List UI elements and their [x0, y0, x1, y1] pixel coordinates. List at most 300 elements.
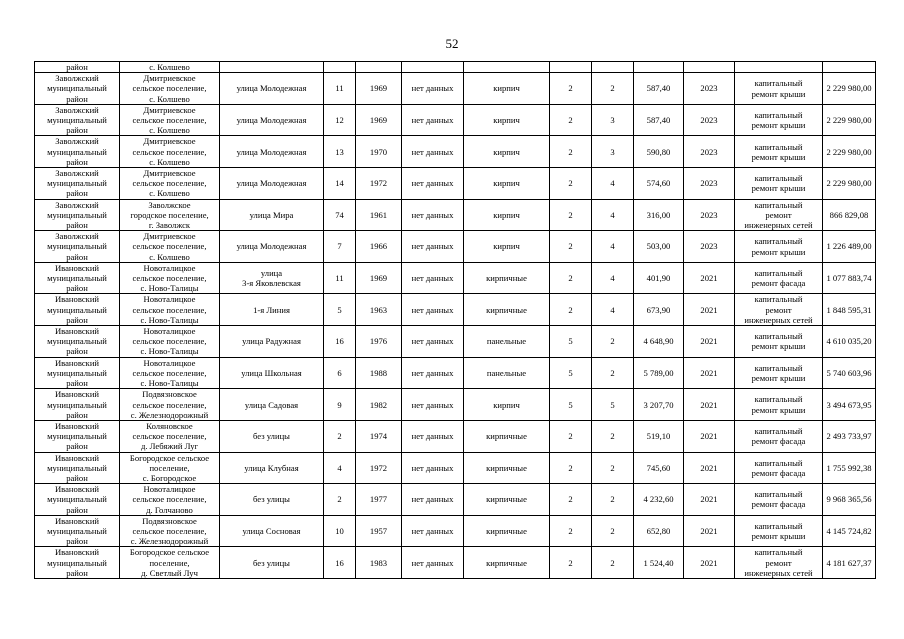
cell-line: ремонт — [765, 209, 792, 220]
cell-district — [35, 262, 120, 294]
cell-line: ремонт крыши — [751, 183, 806, 194]
cell-line: капитальный — [754, 426, 803, 436]
cell-line: сельское поселение, — [132, 304, 207, 315]
table-row — [35, 294, 876, 326]
cell-build-year: 1969 — [356, 262, 402, 294]
cell-wall-material: кирпич — [464, 136, 550, 168]
cell-line: Заволжское — [148, 199, 191, 210]
cell-cost: 866 829,08 — [823, 199, 876, 231]
cell-entrances: 2 — [592, 326, 634, 358]
cell-build-year: 1966 — [356, 231, 402, 263]
cell-line: улица Молодежная — [236, 241, 307, 252]
cell-data-status: нет данных — [402, 389, 464, 421]
cell-entrances: 5 — [592, 389, 634, 421]
table-row — [35, 199, 876, 231]
cell-house-number: 2 — [324, 420, 356, 452]
cell-line: г. Заволжск — [148, 220, 191, 231]
cell-area: 401,90 — [634, 262, 684, 294]
cell-street — [220, 357, 324, 389]
cell-line: муниципальный — [47, 209, 107, 220]
cell-line: с. Железнодорожный — [130, 409, 209, 420]
cell-plan-year: 2021 — [684, 262, 735, 294]
cell-cost: 2 229 980,00 — [823, 136, 876, 168]
cell-settlement — [120, 547, 220, 579]
cell-plan-year: 2021 — [684, 389, 735, 421]
cell-line: Дмитриевское — [143, 136, 196, 147]
cell-empty — [735, 62, 823, 73]
cell-line: муниципальный — [47, 178, 107, 189]
cell-line: Заволжский — [55, 168, 99, 179]
cell-area: 503,00 — [634, 231, 684, 263]
cell-work-type — [735, 357, 823, 389]
cell-line: д. Лебяжий Луг — [140, 441, 199, 452]
cell-line: городское поселение, — [130, 209, 209, 220]
cell-empty — [823, 62, 876, 73]
cell-empty — [550, 62, 592, 73]
cell-entrances: 4 — [592, 294, 634, 326]
cell-street — [220, 420, 324, 452]
cell-line: с. Колшево — [149, 125, 190, 136]
cell-cost: 4 610 035,20 — [823, 326, 876, 358]
cell-cost: 4 145 724,82 — [823, 515, 876, 547]
cell-floors: 5 — [550, 326, 592, 358]
cell-line: Дмитриевское — [143, 231, 196, 242]
cell-entrances: 2 — [592, 515, 634, 547]
cell-line: сельское поселение, — [132, 431, 207, 442]
cell-line: капитальный — [754, 78, 803, 89]
cell-area: 5 789,00 — [634, 357, 684, 389]
cell-settlement — [120, 389, 220, 421]
cell-floors: 5 — [550, 389, 592, 421]
cell-line: район — [66, 188, 88, 199]
cell-line: Ивановский — [54, 484, 100, 495]
cell-wall-material: кирпич — [464, 389, 550, 421]
cell-line: муниципальный — [47, 273, 107, 284]
cell-work-type — [735, 547, 823, 579]
cell-line: муниципальный — [47, 494, 107, 505]
cell-house-number: 11 — [324, 262, 356, 294]
cell-line: улица Молодежная — [236, 83, 307, 94]
cell-entrances: 2 — [592, 484, 634, 516]
cell-build-year: 1963 — [356, 294, 402, 326]
cell-work-type — [735, 104, 823, 136]
cell-line: улица Молодежная — [236, 115, 307, 126]
cell-line: Ивановский — [54, 389, 100, 400]
cell-cost: 5 740 603,96 — [823, 357, 876, 389]
cell-line: ремонт фасада — [751, 499, 806, 510]
cell-line: Коляновское — [146, 420, 193, 431]
cell-line: д. Голчаново — [146, 504, 193, 515]
cell-data-status: нет данных — [402, 420, 464, 452]
cell-district: район — [35, 62, 120, 73]
table-row — [35, 420, 876, 452]
cell-street — [220, 73, 324, 105]
cell-settlement — [120, 420, 220, 452]
cell-district — [35, 452, 120, 484]
cell-area: 673,90 — [634, 294, 684, 326]
cell-entrances: 2 — [592, 452, 634, 484]
cell-area: 3 207,70 — [634, 389, 684, 421]
cell-line: Подвязновское — [142, 389, 197, 400]
cell-plan-year: 2023 — [684, 136, 735, 168]
cell-wall-material: кирпич — [464, 168, 550, 200]
cell-area: 316,00 — [634, 199, 684, 231]
cell-build-year: 1982 — [356, 389, 402, 421]
table-row — [35, 231, 876, 263]
cell-line: капитальный — [754, 394, 803, 405]
cell-plan-year: 2023 — [684, 168, 735, 200]
cell-line: муниципальный — [47, 525, 107, 536]
cell-line: ремонт крыши — [751, 531, 806, 542]
cell-area: 587,40 — [634, 73, 684, 105]
cell-data-status: нет данных — [402, 484, 464, 516]
cell-line: Новоталицкое — [143, 326, 196, 337]
cell-house-number: 14 — [324, 168, 356, 200]
cell-district — [35, 136, 120, 168]
cell-wall-material: панельные — [464, 326, 550, 358]
housing-repair-table — [34, 61, 876, 579]
cell-wall-material: панельные — [464, 357, 550, 389]
cell-plan-year: 2021 — [684, 326, 735, 358]
cell-line: муниципальный — [47, 462, 107, 473]
cell-build-year: 1972 — [356, 168, 402, 200]
cell-build-year: 1969 — [356, 104, 402, 136]
cell-line: Ивановский — [54, 262, 100, 273]
cell-line: район — [66, 441, 88, 452]
cell-line: Дмитриевское — [143, 104, 196, 115]
cell-wall-material: кирпичные — [464, 294, 550, 326]
cell-district — [35, 326, 120, 358]
cell-street — [220, 136, 324, 168]
cell-street — [220, 168, 324, 200]
cell-line: с. Колшево — [149, 93, 190, 104]
cell-line: муниципальный — [47, 115, 107, 126]
cell-line: сельское поселение, — [132, 494, 207, 505]
cell-entrances: 2 — [592, 357, 634, 389]
cell-build-year: 1983 — [356, 547, 402, 579]
cell-build-year: 1969 — [356, 73, 402, 105]
cell-line: капитальный — [754, 141, 803, 152]
table-row — [35, 389, 876, 421]
cell-settlement — [120, 136, 220, 168]
cell-line: инженерных сетей — [744, 567, 813, 578]
cell-line: улица Садовая — [244, 399, 299, 410]
cell-data-status: нет данных — [402, 168, 464, 200]
cell-line: Ивановский — [54, 452, 100, 463]
cell-line: улица Мира — [249, 209, 294, 220]
cell-data-status: нет данных — [402, 515, 464, 547]
cell-settlement — [120, 326, 220, 358]
cell-line: капитальный — [754, 236, 803, 247]
cell-floors: 2 — [550, 231, 592, 263]
cell-line: улица Молодежная — [236, 178, 307, 189]
table-row — [35, 136, 876, 168]
cell-line: ремонт крыши — [751, 341, 806, 352]
cell-line: капитальный — [754, 457, 803, 468]
cell-line: район — [66, 314, 88, 325]
cell-line: ремонт фасада — [751, 278, 806, 289]
cell-cost: 2 493 733,97 — [823, 420, 876, 452]
table-row — [35, 547, 876, 579]
cell-district — [35, 231, 120, 263]
cell-line: район — [66, 251, 88, 262]
cell-entrances: 4 — [592, 168, 634, 200]
cell-line: Заволжский — [55, 104, 99, 115]
cell-cost: 2 229 980,00 — [823, 104, 876, 136]
cell-data-status: нет данных — [402, 73, 464, 105]
cell-wall-material: кирпичные — [464, 515, 550, 547]
cell-line: район — [66, 283, 88, 294]
cell-entrances: 3 — [592, 104, 634, 136]
table-row — [35, 484, 876, 516]
cell-cost: 1 755 992,38 — [823, 452, 876, 484]
cell-line: капитальный — [754, 294, 803, 305]
cell-line: муниципальный — [47, 304, 107, 315]
cell-line: сельское поселение, — [132, 83, 207, 94]
cell-build-year: 1957 — [356, 515, 402, 547]
cell-work-type — [735, 168, 823, 200]
cell-empty — [464, 62, 550, 73]
cell-work-type — [735, 515, 823, 547]
cell-street — [220, 326, 324, 358]
cell-line: муниципальный — [47, 336, 107, 347]
cell-line: Новоталицкое — [143, 262, 196, 273]
cell-floors: 2 — [550, 136, 592, 168]
cell-plan-year: 2023 — [684, 104, 735, 136]
cell-entrances: 4 — [592, 199, 634, 231]
cell-data-status: нет данных — [402, 452, 464, 484]
cell-line: ремонт крыши — [751, 151, 806, 162]
cell-line: муниципальный — [47, 83, 107, 94]
table-row — [35, 515, 876, 547]
cell-plan-year: 2021 — [684, 547, 735, 579]
cell-floors: 2 — [550, 515, 592, 547]
cell-house-number: 10 — [324, 515, 356, 547]
cell-line: инженерных сетей — [744, 314, 813, 325]
cell-line: без улицы — [253, 494, 290, 505]
cell-street — [220, 294, 324, 326]
cell-area: 574,60 — [634, 168, 684, 200]
table-row — [35, 262, 876, 294]
cell-work-type — [735, 389, 823, 421]
cell-line: район — [66, 125, 88, 136]
cell-work-type — [735, 420, 823, 452]
cell-house-number: 12 — [324, 104, 356, 136]
cell-line: Ивановский — [54, 547, 100, 558]
cell-plan-year: 2023 — [684, 199, 735, 231]
cell-work-type — [735, 452, 823, 484]
cell-data-status: нет данных — [402, 326, 464, 358]
cell-area: 587,40 — [634, 104, 684, 136]
cell-line: капитальный — [754, 109, 803, 120]
cell-line: Ивановский — [54, 326, 100, 337]
cell-line: капитальный — [754, 173, 803, 184]
cell-house-number: 7 — [324, 231, 356, 263]
cell-line: с. Колшево — [149, 188, 190, 199]
cell-plan-year: 2023 — [684, 73, 735, 105]
cell-empty — [220, 62, 324, 73]
cell-line: сельское поселение, — [132, 336, 207, 347]
cell-line: район — [66, 504, 88, 515]
cell-data-status: нет данных — [402, 294, 464, 326]
cell-line: сельское поселение, — [132, 115, 207, 126]
cell-line: Подвязновское — [142, 515, 197, 526]
table-row — [35, 168, 876, 200]
cell-area: 519,10 — [634, 420, 684, 452]
cell-line: с. Железнодорожный — [130, 536, 209, 547]
cell-line: с. Ново-Талицы — [140, 314, 199, 325]
cell-data-status: нет данных — [402, 547, 464, 579]
cell-district — [35, 420, 120, 452]
cell-line: с. Богородское — [142, 472, 197, 483]
cell-cost: 1 848 595,31 — [823, 294, 876, 326]
cell-wall-material: кирпичные — [464, 452, 550, 484]
cell-entrances: 2 — [592, 73, 634, 105]
cell-line: Ивановский — [54, 357, 100, 368]
table-row — [35, 73, 876, 105]
cell-empty — [634, 62, 684, 73]
cell-area: 4 648,90 — [634, 326, 684, 358]
cell-floors: 2 — [550, 73, 592, 105]
cell-settlement — [120, 199, 220, 231]
cell-line: Новоталицкое — [143, 357, 196, 368]
cell-line: поселение, — [149, 462, 190, 473]
cell-street — [220, 199, 324, 231]
cell-line: ремонт — [765, 304, 792, 315]
cell-floors: 2 — [550, 547, 592, 579]
cell-empty — [684, 62, 735, 73]
cell-district — [35, 547, 120, 579]
cell-line: ремонт крыши — [751, 404, 806, 415]
cell-line: сельское поселение, — [132, 146, 207, 157]
cell-line: с. Колшево — [149, 156, 190, 167]
cell-plan-year: 2021 — [684, 294, 735, 326]
cell-line: капитальный — [754, 520, 803, 531]
cell-data-status: нет данных — [402, 199, 464, 231]
cell-empty — [592, 62, 634, 73]
cell-line: улица Сосновая — [242, 525, 301, 536]
cell-area: 745,60 — [634, 452, 684, 484]
cell-line: с. Ново-Талицы — [140, 346, 199, 357]
cell-line: Ивановский — [54, 294, 100, 305]
cell-line: район — [66, 472, 88, 483]
cell-work-type — [735, 231, 823, 263]
cell-floors: 2 — [550, 484, 592, 516]
cell-floors: 2 — [550, 104, 592, 136]
cell-entrances: 4 — [592, 231, 634, 263]
cell-wall-material: кирпичные — [464, 547, 550, 579]
cell-line: Ивановский — [54, 515, 100, 526]
cell-work-type — [735, 199, 823, 231]
cell-house-number: 16 — [324, 547, 356, 579]
cell-plan-year: 2021 — [684, 452, 735, 484]
cell-line: Заволжский — [55, 199, 99, 210]
cell-build-year: 1988 — [356, 357, 402, 389]
cell-district — [35, 168, 120, 200]
cell-build-year: 1976 — [356, 326, 402, 358]
cell-line: Богородское сельское — [129, 452, 210, 463]
cell-entrances: 4 — [592, 262, 634, 294]
cell-line: Заволжский — [55, 231, 99, 242]
cell-cost: 9 968 365,56 — [823, 484, 876, 516]
cell-settlement — [120, 262, 220, 294]
cell-street — [220, 547, 324, 579]
cell-settlement — [120, 452, 220, 484]
cell-line: инженерных сетей — [744, 220, 813, 231]
cell-floors: 2 — [550, 199, 592, 231]
cell-district — [35, 515, 120, 547]
cell-settlement: с. Колшево — [120, 62, 220, 73]
cell-settlement — [120, 484, 220, 516]
cell-line: сельское поселение, — [132, 367, 207, 378]
cell-settlement — [120, 294, 220, 326]
cell-floors: 2 — [550, 420, 592, 452]
cell-line: ремонт крыши — [751, 120, 806, 131]
cell-wall-material: кирпич — [464, 199, 550, 231]
cell-work-type — [735, 326, 823, 358]
cell-empty — [402, 62, 464, 73]
cell-line: капитальный — [754, 362, 803, 373]
cell-settlement — [120, 73, 220, 105]
cell-cost: 2 229 980,00 — [823, 73, 876, 105]
cell-house-number: 13 — [324, 136, 356, 168]
cell-build-year: 1970 — [356, 136, 402, 168]
cell-line: Дмитриевское — [143, 73, 196, 84]
cell-district — [35, 199, 120, 231]
cell-work-type — [735, 294, 823, 326]
cell-empty — [356, 62, 402, 73]
cell-data-status: нет данных — [402, 262, 464, 294]
cell-line: 1-я Линия — [253, 304, 290, 315]
cell-line: район — [66, 93, 88, 104]
cell-line: ремонт крыши — [751, 246, 806, 257]
cell-line: улица Школьная — [241, 367, 302, 378]
cell-street — [220, 389, 324, 421]
cell-settlement — [120, 168, 220, 200]
cell-line: ремонт крыши — [751, 88, 806, 99]
cell-district — [35, 484, 120, 516]
cell-street — [220, 104, 324, 136]
cell-data-status: нет данных — [402, 104, 464, 136]
cell-district — [35, 73, 120, 105]
cell-floors: 2 — [550, 452, 592, 484]
cell-data-status: нет данных — [402, 357, 464, 389]
cell-line: сельское поселение, — [132, 525, 207, 536]
cell-build-year: 1961 — [356, 199, 402, 231]
cell-street — [220, 452, 324, 484]
cell-line: район — [66, 567, 88, 578]
cell-line: муниципальный — [47, 146, 107, 157]
cell-entrances: 3 — [592, 136, 634, 168]
cell-line: сельское поселение, — [132, 273, 207, 284]
cell-plan-year: 2023 — [684, 231, 735, 263]
cell-house-number: 9 — [324, 389, 356, 421]
cell-empty — [324, 62, 356, 73]
cell-floors: 5 — [550, 357, 592, 389]
cell-house-number: 2 — [324, 484, 356, 516]
cell-line: капитальный — [754, 489, 803, 500]
cell-entrances: 2 — [592, 420, 634, 452]
cell-line: Заволжский — [55, 136, 99, 147]
cell-line: ремонт крыши — [751, 372, 806, 383]
cell-cost: 4 181 627,37 — [823, 547, 876, 579]
cell-line: 3-я Яковлевская — [242, 278, 301, 289]
cell-street — [220, 262, 324, 294]
cell-line: улица Клубная — [244, 462, 299, 473]
table-row — [35, 452, 876, 484]
cell-entrances: 2 — [592, 547, 634, 579]
cell-line: муниципальный — [47, 367, 107, 378]
